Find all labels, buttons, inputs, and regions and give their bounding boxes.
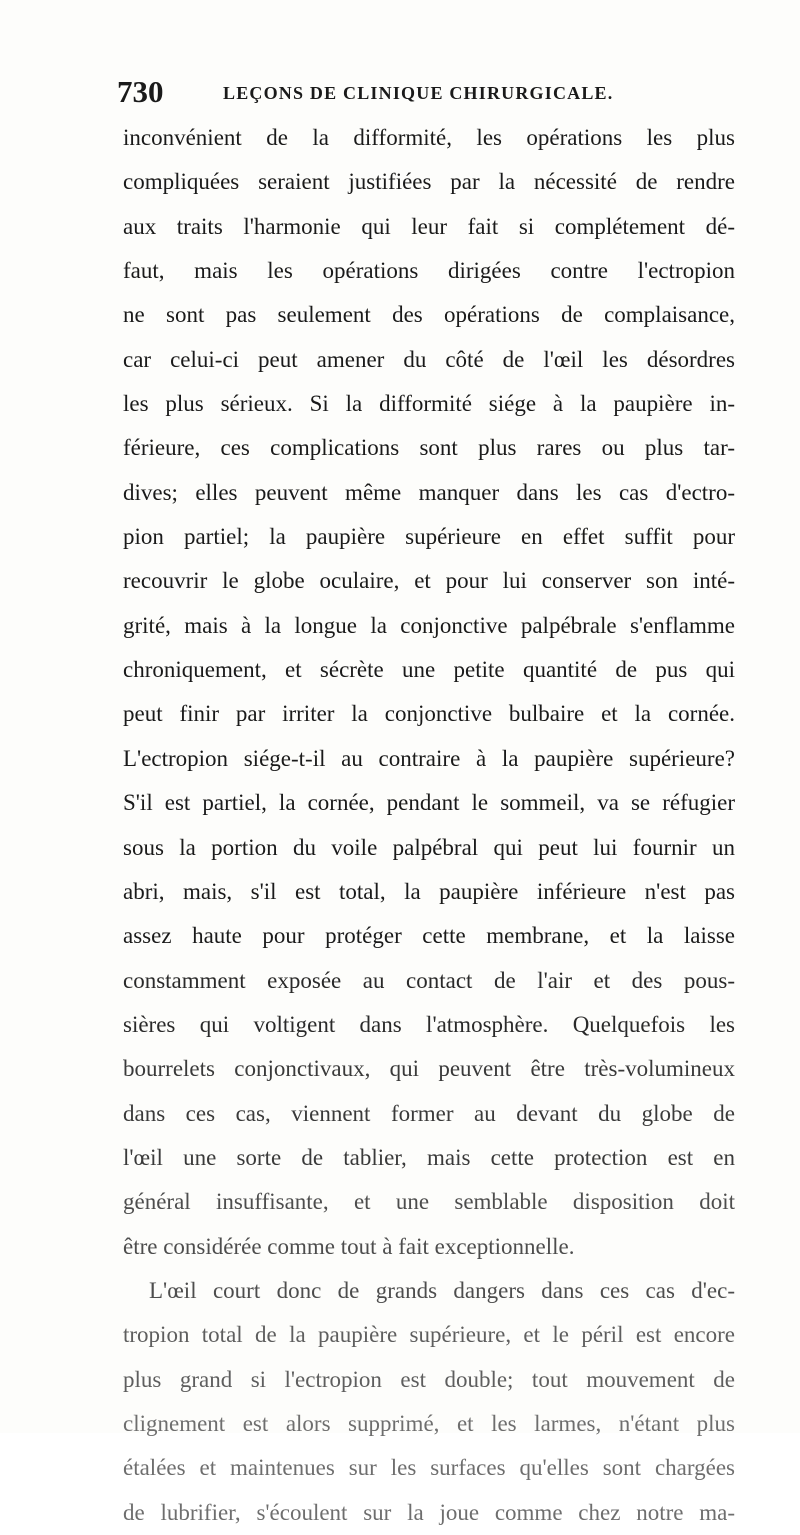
text-line: inconvénient de la difformité, les opérations les plus (123, 125, 735, 150)
text-line: assez haute pour protéger cette membrane, et la laisse (123, 923, 735, 949)
text-line: clignement est alors supprimé, et les larmes, n'étant plus (123, 1410, 735, 1436)
text-line: S'il est partiel, la cornée, pendant le sommeil, va se réfugier (123, 790, 735, 816)
text-line: tropion total de la paupière supérieure, et le péril est encore (123, 1322, 735, 1348)
text-line: férieure, ces complications sont plus rares ou plus tar- (123, 435, 735, 461)
text-line: ne sont pas seulement des opérations de complaisance, (123, 302, 735, 328)
text-line: dives; elles peuvent même manquer dans les cas d'ectro- (123, 479, 735, 505)
text-line: les plus sérieux. Si la difformité siége à la paupière in- (123, 391, 735, 417)
body-text (123, 116, 735, 1535)
text-line: recouvrir le globe oculaire, et pour lui conserver son inté- (123, 568, 735, 594)
text-line: abri, mais, s'il est total, la paupière inférieure n'est pas (123, 878, 735, 904)
text-line: L'ectropion siége-t-il au contraire à la paupière supérieure? (123, 745, 735, 771)
text-line: faut, mais les opérations dirigées contre l'ectropion (123, 258, 735, 284)
text-line: compliquées seraient justifiées par la nécessité de rendre (123, 169, 735, 195)
text-line: de lubrifier, s'écoulent sur la joue comme chez notre ma- (123, 1499, 735, 1525)
text-line: car celui-ci peut amener du côté de l'œil les désordres (123, 346, 735, 372)
running-head (117, 74, 727, 114)
text-line: étalées et maintenues sur les surfaces qu'elles sont chargées (123, 1455, 735, 1481)
text-line: L'œil court donc de grands dangers dans ces cas d'ec- (149, 1277, 735, 1303)
text-line: bourrelets conjonctivaux, qui peuvent être très-volumineux (123, 1056, 735, 1082)
text-line: sières qui voltigent dans l'atmosphère. Quelquefois les (123, 1011, 735, 1037)
text-line: plus grand si l'ectropion est double; tout mouvement de (123, 1366, 735, 1392)
page-number: 730 (117, 74, 164, 109)
text-line: l'œil une sorte de tablier, mais cette protection est en (123, 1144, 735, 1170)
text-line: sous la portion du voile palpébral qui peut lui fournir un (123, 834, 735, 860)
text-line: peut finir par irriter la conjonctive bulbaire et la cornée. (123, 701, 735, 727)
text-line: dans ces cas, viennent former au devant du globe de (123, 1100, 735, 1126)
running-title: LEÇONS DE CLINIQUE CHIRURGICALE. (223, 83, 614, 103)
text-line: général insuffisante, et une semblable disposition doit (123, 1189, 735, 1215)
text-line: être considérée comme tout à fait exceptionnelle. (123, 1233, 575, 1259)
text-line: pion partiel; la paupière supérieure en effet suffit pour (123, 524, 735, 550)
text-line: constamment exposée au contact de l'air et des pous- (123, 967, 735, 993)
text-line: chroniquement, et sécrète une petite quantité de pus qui (123, 657, 735, 683)
text-line: aux traits l'harmonie qui leur fait si complétement dé- (123, 213, 735, 239)
text-line: grité, mais à la longue la conjonctive palpébrale s'enflamme (123, 612, 735, 638)
